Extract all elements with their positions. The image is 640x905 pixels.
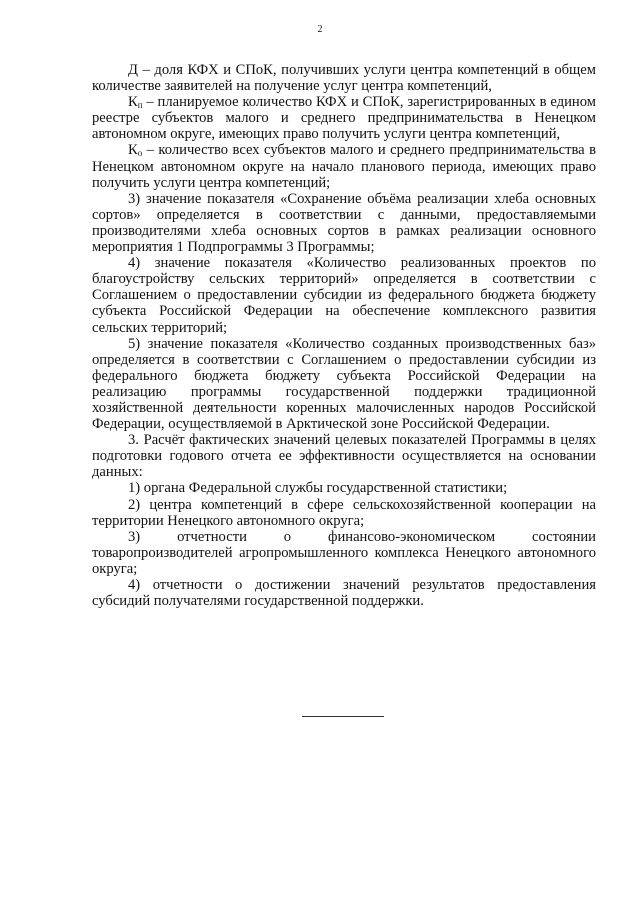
source-item-1: 1) органа Федеральной службы государственной статистики; xyxy=(128,480,508,497)
end-of-document-rule xyxy=(302,716,384,717)
source-item-4: 4) отчетности о достижении значений результатов предоставления субсидий получателями государственной поддержки. xyxy=(92,577,596,610)
symbol-k: К xyxy=(128,94,138,111)
source-item-2: 2) центра компетенций в сфере сельскохозяйственной кооперации на территории Ненецкого автономного округа; xyxy=(92,496,596,529)
symbol-subscript: п xyxy=(137,100,143,111)
symbol-k: К xyxy=(128,142,138,159)
source-item-3: 3) отчетности о финансово-экономическом состоянии товаропроизводителей агропромышленного комплекса Ненецкого автономного округа; xyxy=(92,528,596,577)
definition-total-count xyxy=(92,142,596,190)
definition-share: Д – доля КФХ и СПоК, получивших услуги центра компетенций в общем количестве заявителей на получение услуг центра компетенций, xyxy=(92,62,596,95)
list-item-4: 4) значение показателя «Количество реализованных проектов по благоустройству сельских территорий» определяется в соответствии с Соглашением о предоставлении субсидии из федерального бюджета бюджету субъекта Российской Федерации на обеспечение комплексного развития сельских территорий; xyxy=(92,255,596,336)
definition-text: – количество всех субъектов малого и среднего предпринимательства в Ненецком автономном округе на начало планового периода, имеющих право получить услуги центра компетенций; xyxy=(92,142,596,191)
symbol-subscript: о xyxy=(137,148,143,159)
definition-text: – планируемое количество КФХ и СПоК, зарегистрированных в едином реестре субъектов малого и среднего предпринимательства в Ненецком автономном округе, имеющих право получить услуги центра компетенций, xyxy=(92,94,596,143)
list-item-3: 3) значение показателя «Сохранение объёма реализации хлеба основных сортов» определяется в соответствии с данными, предоставляемыми производителями хлеба основных сортов в рамках реализации основного мероприятия 1 Подпрограммы 3 Программы; xyxy=(92,190,596,256)
page-number: 2 xyxy=(317,24,323,35)
list-item-5: 5) значение показателя «Количество созданных производственных баз» определяется в соответствии с Соглашением о предоставлении субсидии из федерального бюджета бюджету субъекта Российской Федерации на реализацию программы государственной поддержки традиционной хозяйственной деятельности коренных малочисленных народов Российской Федерации, осуществляемой в Арктической зоне Российской Федерации. xyxy=(92,335,596,433)
definition-planned-count xyxy=(92,94,596,142)
section-3-intro: 3. Расчёт фактических значений целевых показателей Программы в целях подготовки годового отчета ее эффективности осуществляется на основании данных: xyxy=(92,432,596,481)
document-body xyxy=(92,62,596,609)
